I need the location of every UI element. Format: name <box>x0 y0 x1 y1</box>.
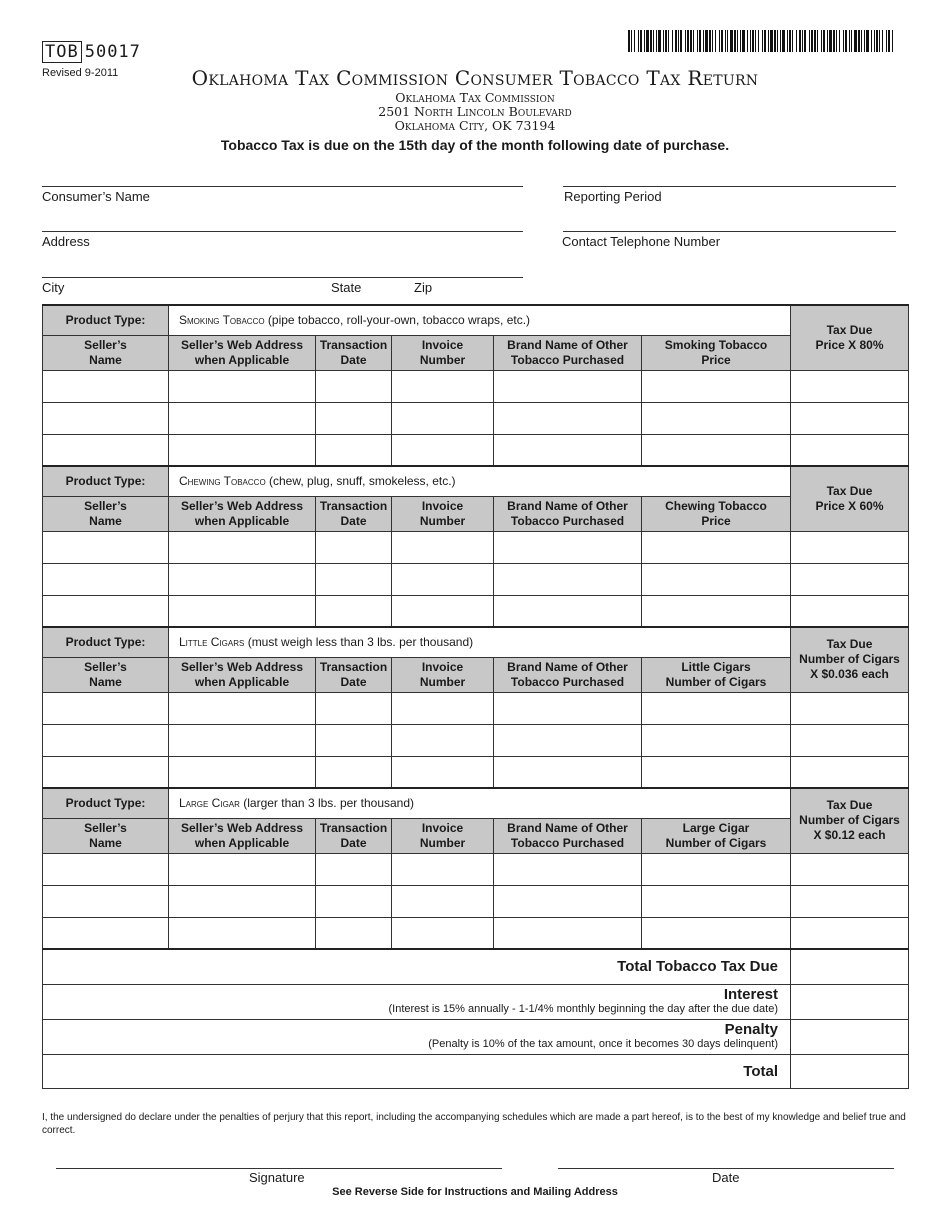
seller-name-cell[interactable] <box>43 885 169 917</box>
invoice-number-header: Invoice Number <box>392 657 494 692</box>
tax-due-header: Tax Due Number of Cigars X $0.036 each <box>791 627 909 692</box>
tax-due-cell[interactable] <box>791 563 909 595</box>
web-address-header: Seller’s Web Address when Applicable <box>169 657 316 692</box>
price-cell[interactable] <box>642 563 791 595</box>
due-date-note: Tobacco Tax is due on the 15th day of the month following date of purchase. <box>220 137 730 153</box>
seller-name-cell[interactable] <box>43 595 169 627</box>
invoice-number-header: Invoice Number <box>392 335 494 370</box>
reporting-period-field[interactable] <box>563 186 896 187</box>
transaction-date-cell[interactable] <box>316 853 392 885</box>
tax-due-cell[interactable] <box>791 595 909 627</box>
form-number-value: 50017 <box>84 42 141 62</box>
penalty-label: Penalty (Penalty is 10% of the tax amount, once it becomes 30 days delinquent) <box>43 1019 791 1054</box>
product-type-desc: (chew, plug, snuff, smokeless, etc.) <box>265 474 456 489</box>
web-address-header: Seller’s Web Address when Applicable <box>169 335 316 370</box>
table-row <box>43 434 909 466</box>
web-address-cell[interactable] <box>169 885 316 917</box>
state-label: State <box>331 280 362 295</box>
total-tax-due-label: Total Tobacco Tax Due <box>43 949 791 984</box>
web-address-cell[interactable] <box>169 756 316 788</box>
tax-due-cell[interactable] <box>791 531 909 563</box>
contact-phone-label: Contact Telephone Number <box>562 234 721 249</box>
product-type-value <box>169 627 791 657</box>
price-cell[interactable] <box>642 402 791 434</box>
brand-name-cell[interactable] <box>494 434 642 466</box>
web-address-cell[interactable] <box>169 563 316 595</box>
price-cell[interactable] <box>642 756 791 788</box>
invoice-number-cell[interactable] <box>392 853 494 885</box>
product-type-label: Product Type: <box>43 627 169 657</box>
tax-due-cell[interactable] <box>791 402 909 434</box>
brand-name-cell[interactable] <box>494 531 642 563</box>
brand-name-cell[interactable] <box>494 917 642 949</box>
agency-name: Oklahoma Tax Commission <box>395 90 555 105</box>
invoice-number-cell[interactable] <box>392 885 494 917</box>
brand-name-cell[interactable] <box>494 692 642 724</box>
city-state-zip-field[interactable] <box>42 277 523 278</box>
brand-name-cell[interactable] <box>494 595 642 627</box>
price-cell[interactable] <box>642 692 791 724</box>
web-address-cell[interactable] <box>169 531 316 563</box>
invoice-number-cell[interactable] <box>392 531 494 563</box>
price-header: Little Cigars Number of Cigars <box>642 657 791 692</box>
product-type-label: Product Type: <box>43 305 169 335</box>
transaction-date-cell[interactable] <box>316 917 392 949</box>
address-label: Address <box>42 234 90 249</box>
brand-name-cell[interactable] <box>494 724 642 756</box>
transaction-date-header: Transaction Date <box>316 335 392 370</box>
product-type-label: Product Type: <box>43 788 169 818</box>
brand-name-cell[interactable] <box>494 370 642 402</box>
brand-name-header: Brand Name of Other Tobacco Purchased <box>494 496 642 531</box>
price-cell[interactable] <box>642 917 791 949</box>
product-type-value <box>169 305 791 335</box>
product-type-name: Large Cigar <box>179 796 240 811</box>
table-row <box>43 724 909 756</box>
agency-street: 2501 North Lincoln Boulevard <box>378 104 572 119</box>
transaction-date-cell[interactable] <box>316 724 392 756</box>
seller-name-cell[interactable] <box>43 434 169 466</box>
agency-city: Oklahoma City, OK 73194 <box>394 118 556 133</box>
tax-due-cell[interactable] <box>791 756 909 788</box>
table-row <box>43 370 909 402</box>
brand-name-header: Brand Name of Other Tobacco Purchased <box>494 818 642 853</box>
seller-name-cell[interactable] <box>43 563 169 595</box>
table-row <box>43 917 909 949</box>
penalty-note: (Penalty is 10% of the tax amount, once it becomes 30 days delinquent) <box>428 1037 778 1050</box>
invoice-number-header: Invoice Number <box>392 496 494 531</box>
total-tax-due-input[interactable] <box>791 949 909 984</box>
price-cell[interactable] <box>642 531 791 563</box>
invoice-number-cell[interactable] <box>392 756 494 788</box>
footer-note: See Reverse Side for Instructions and Mailing Address <box>332 1186 618 1198</box>
tax-due-cell[interactable] <box>791 885 909 917</box>
date-field[interactable] <box>558 1168 894 1169</box>
invoice-number-cell[interactable] <box>392 563 494 595</box>
table-row <box>43 595 909 627</box>
consumer-name-field[interactable] <box>42 186 523 187</box>
seller-name-cell[interactable] <box>43 724 169 756</box>
transaction-date-cell[interactable] <box>316 434 392 466</box>
web-address-cell[interactable] <box>169 370 316 402</box>
total-input[interactable] <box>791 1054 909 1088</box>
transaction-date-cell[interactable] <box>316 756 392 788</box>
web-address-cell[interactable] <box>169 724 316 756</box>
city-label: City <box>42 280 65 295</box>
seller-name-cell[interactable] <box>43 370 169 402</box>
invoice-number-cell[interactable] <box>392 595 494 627</box>
price-cell[interactable] <box>642 853 791 885</box>
brand-name-cell[interactable] <box>494 563 642 595</box>
tax-due-cell[interactable] <box>791 434 909 466</box>
price-header: Smoking Tobacco Price <box>642 335 791 370</box>
web-address-cell[interactable] <box>169 402 316 434</box>
web-address-cell[interactable] <box>169 853 316 885</box>
price-cell[interactable] <box>642 724 791 756</box>
table-row <box>43 402 909 434</box>
transaction-date-cell[interactable] <box>316 692 392 724</box>
page-title: Oklahoma Tax Commission Consumer Tobacco Tax Return <box>191 66 759 90</box>
price-cell[interactable] <box>642 370 791 402</box>
seller-name-header: Seller’s Name <box>43 818 169 853</box>
seller-name-cell[interactable] <box>43 756 169 788</box>
tax-due-cell[interactable] <box>791 724 909 756</box>
transaction-date-header: Transaction Date <box>316 657 392 692</box>
tobacco-tax-table <box>42 304 909 1089</box>
transaction-date-cell[interactable] <box>316 563 392 595</box>
brand-name-header: Brand Name of Other Tobacco Purchased <box>494 657 642 692</box>
seller-name-header: Seller’s Name <box>43 657 169 692</box>
transaction-date-header: Transaction Date <box>316 496 392 531</box>
tax-due-header: Tax Due Price X 80% <box>791 305 909 370</box>
signature-field[interactable] <box>56 1168 502 1169</box>
seller-name-cell[interactable] <box>43 917 169 949</box>
tax-due-cell[interactable] <box>791 917 909 949</box>
price-header: Large Cigar Number of Cigars <box>642 818 791 853</box>
table-row <box>43 531 909 563</box>
brand-name-cell[interactable] <box>494 402 642 434</box>
zip-label: Zip <box>414 280 433 295</box>
tax-due-header: Tax Due Number of Cigars X $0.12 each <box>791 788 909 853</box>
web-address-header: Seller’s Web Address when Applicable <box>169 818 316 853</box>
web-address-cell[interactable] <box>169 434 316 466</box>
transaction-date-cell[interactable] <box>316 402 392 434</box>
seller-name-cell[interactable] <box>43 402 169 434</box>
transaction-date-cell[interactable] <box>316 370 392 402</box>
brand-name-cell[interactable] <box>494 756 642 788</box>
invoice-number-cell[interactable] <box>392 434 494 466</box>
tax-due-cell[interactable] <box>791 370 909 402</box>
date-label: Date <box>712 1170 740 1185</box>
brand-name-cell[interactable] <box>494 885 642 917</box>
address-field[interactable] <box>42 231 523 232</box>
form-box: TOB <box>42 41 82 63</box>
web-address-cell[interactable] <box>169 917 316 949</box>
table-row <box>43 563 909 595</box>
revised-date: Revised 9-2011 <box>42 67 119 79</box>
product-type-label: Product Type: <box>43 466 169 496</box>
reporting-period-label: Reporting Period <box>564 189 662 204</box>
invoice-number-cell[interactable] <box>392 917 494 949</box>
table-row <box>43 692 909 724</box>
product-type-value <box>169 466 791 496</box>
product-type-name: Smoking Tobacco <box>179 313 265 328</box>
transaction-date-header: Transaction Date <box>316 818 392 853</box>
transaction-date-cell[interactable] <box>316 531 392 563</box>
transaction-date-cell[interactable] <box>316 885 392 917</box>
web-address-cell[interactable] <box>169 595 316 627</box>
seller-name-cell[interactable] <box>43 853 169 885</box>
invoice-number-cell[interactable] <box>392 692 494 724</box>
seller-name-cell[interactable] <box>43 531 169 563</box>
perjury-declaration: I, the undersigned do declare under the penalties of perjury that this report, including the accompanying schedules which are made a part hereof, is to the best of my knowledge and belief true and correct. <box>42 1112 906 1136</box>
tax-due-cell[interactable] <box>791 853 909 885</box>
product-type-name: Chewing Tobacco <box>179 474 266 489</box>
web-address-header: Seller’s Web Address when Applicable <box>169 496 316 531</box>
table-row <box>43 885 909 917</box>
tax-due-cell[interactable] <box>791 692 909 724</box>
product-type-desc: (must weigh less than 3 lbs. per thousand) <box>244 635 474 650</box>
product-type-desc: (pipe tobacco, roll-your-own, tobacco wraps, etc.) <box>264 313 531 328</box>
price-cell[interactable] <box>642 885 791 917</box>
table-row <box>43 853 909 885</box>
invoice-number-cell[interactable] <box>392 724 494 756</box>
table-row <box>43 756 909 788</box>
penalty-input[interactable] <box>791 1019 909 1054</box>
brand-name-header: Brand Name of Other Tobacco Purchased <box>494 335 642 370</box>
invoice-number-cell[interactable] <box>392 402 494 434</box>
invoice-number-header: Invoice Number <box>392 818 494 853</box>
brand-name-cell[interactable] <box>494 853 642 885</box>
tax-due-header: Tax Due Price X 60% <box>791 466 909 531</box>
signature-label: Signature <box>249 1170 305 1185</box>
price-cell[interactable] <box>642 595 791 627</box>
web-address-cell[interactable] <box>169 692 316 724</box>
invoice-number-cell[interactable] <box>392 370 494 402</box>
product-type-name: Little Cigars <box>179 635 245 650</box>
interest-input[interactable] <box>791 984 909 1019</box>
contact-phone-field[interactable] <box>563 231 896 232</box>
seller-name-header: Seller’s Name <box>43 496 169 531</box>
interest-note: (Interest is 15% annually - 1-1/4% monthly beginning the day after the due date) <box>388 1002 778 1015</box>
barcode <box>628 30 894 52</box>
product-type-value <box>169 788 791 818</box>
transaction-date-cell[interactable] <box>316 595 392 627</box>
consumer-name-label: Consumer’s Name <box>42 189 150 204</box>
interest-label: Interest (Interest is 15% annually - 1-1/4% monthly beginning the day after the due date) <box>43 984 791 1019</box>
product-type-desc: (larger than 3 lbs. per thousand) <box>239 796 415 811</box>
price-header: Chewing Tobacco Price <box>642 496 791 531</box>
price-cell[interactable] <box>642 434 791 466</box>
seller-name-header: Seller’s Name <box>43 335 169 370</box>
total-label: Total <box>43 1054 791 1088</box>
seller-name-cell[interactable] <box>43 692 169 724</box>
form-number <box>42 42 141 62</box>
